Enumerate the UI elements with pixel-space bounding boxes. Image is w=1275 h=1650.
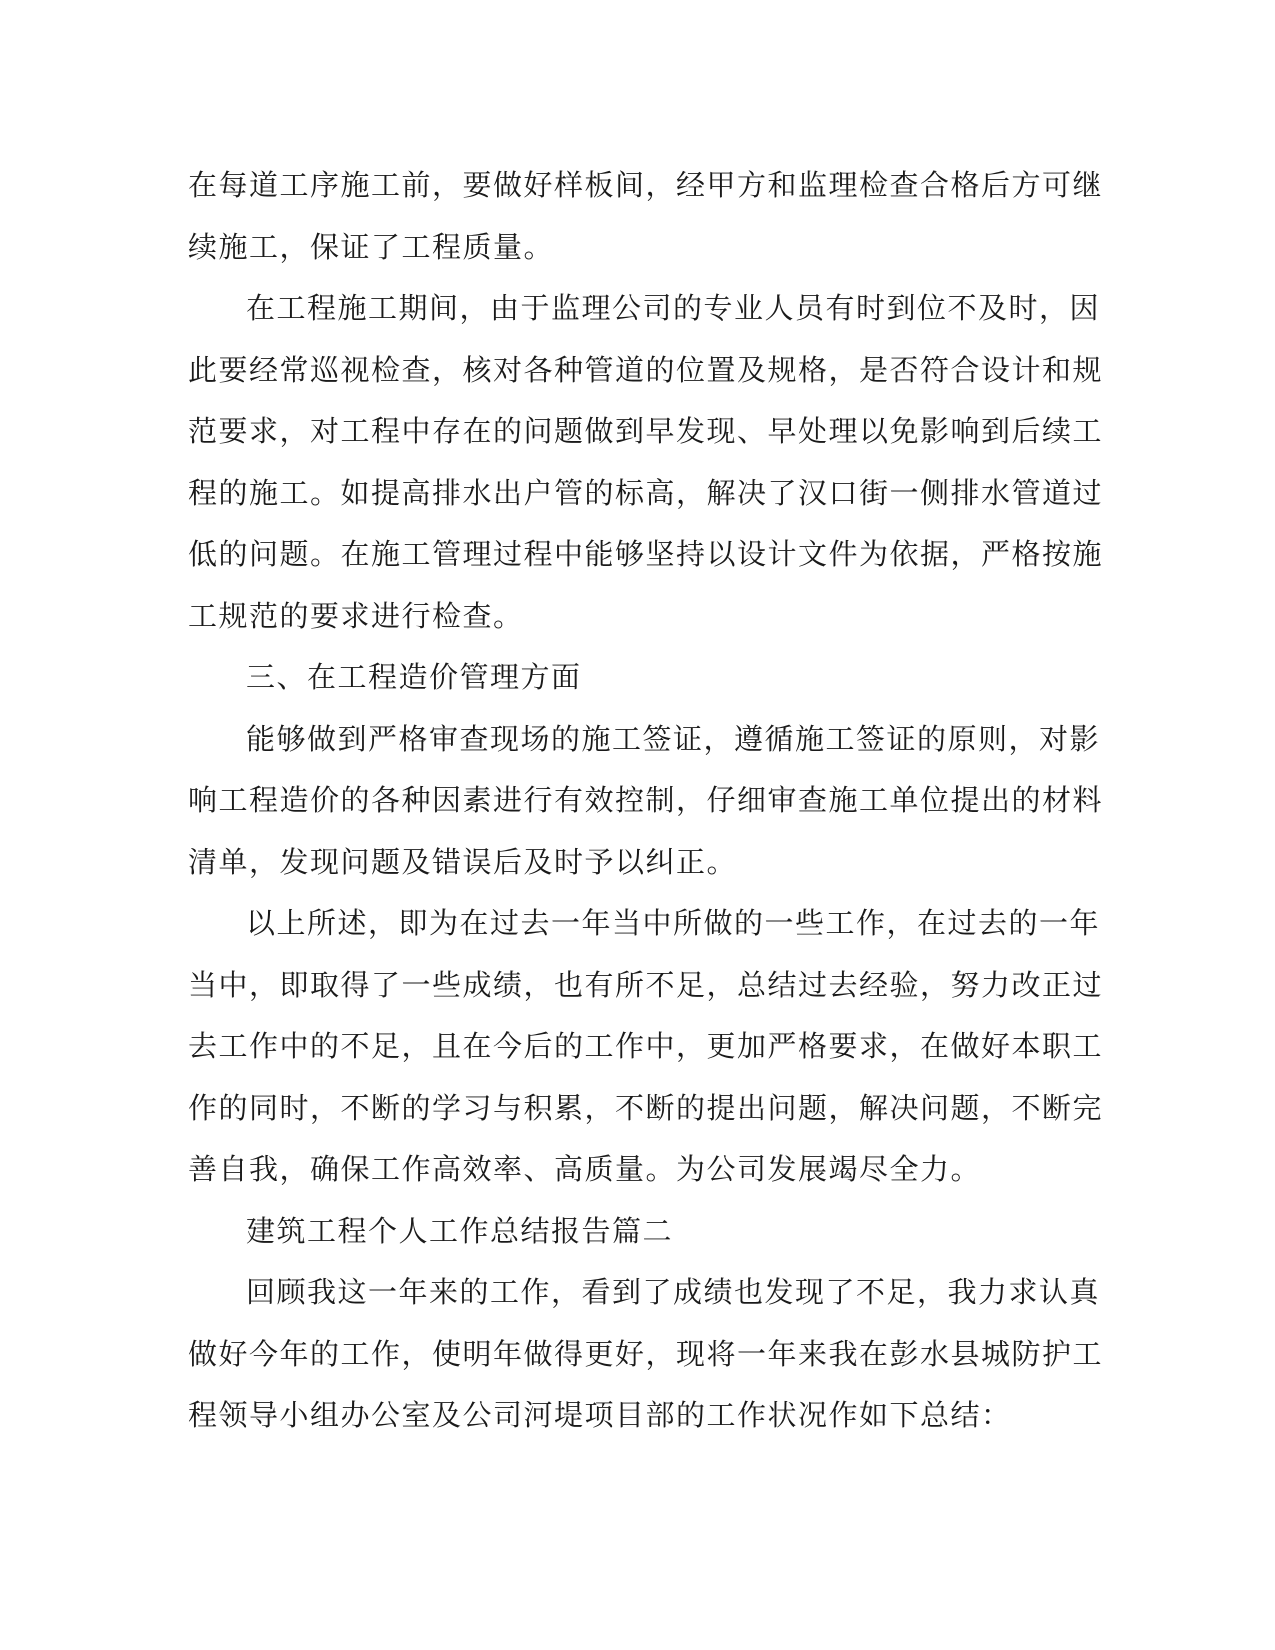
- section-heading: [188, 1201, 1088, 1263]
- text-line: 低的问题。在施工管理过程中能够坚持以设计文件为依据，严格按施: [188, 537, 1104, 571]
- text-line: 回顾我这一年来的工作，看到了成绩也发现了不足，我力求认真: [246, 1275, 1101, 1309]
- text-line: 响工程造价的各种因素进行有效控制，仔细审查施工单位提出的材料: [188, 783, 1104, 817]
- paragraph: [188, 1262, 1104, 1447]
- document-body: [188, 155, 1104, 1447]
- text-line: 建筑工程个人工作总结报告篇二: [246, 1213, 674, 1248]
- paragraph: [188, 709, 1104, 894]
- text-line: 去工作中的不足，且在今后的工作中，更加严格要求，在做好本职工: [188, 1029, 1104, 1063]
- text-line: 工规范的要求进行检查。: [188, 598, 524, 633]
- paragraph: [188, 155, 1104, 278]
- paragraph: [188, 278, 1104, 647]
- text-line: 此要经常巡视检查，核对各种管道的位置及规格，是否符合设计和规: [188, 352, 1104, 387]
- text-line: 善自我，确保工作高效率、高质量。为公司发展竭尽全力。: [188, 1152, 982, 1186]
- text-line: 能够做到严格审查现场的施工签证，遵循施工签证的原则，对影: [246, 721, 1101, 756]
- text-line: 在工程施工期间，由于监理公司的专业人员有时到位不及时，因: [246, 291, 1101, 325]
- text-line: 程的施工。如提高排水出户管的标高，解决了汉口街一侧排水管道过: [188, 475, 1104, 510]
- text-line: 范要求，对工程中存在的问题做到早发现、早处理以免影响到后续工: [188, 414, 1104, 448]
- text-line: 三、在工程造价管理方面: [246, 660, 582, 694]
- text-line: 以上所述，即为在过去一年当中所做的一些工作，在过去的一年: [246, 906, 1101, 940]
- text-line: 在每道工序施工前，要做好样板间，经甲方和监理检查合格后方可继: [188, 168, 1104, 202]
- text-line: 程领导小组办公室及公司河堤项目部的工作状况作如下总结：: [188, 1398, 1012, 1432]
- text-line: 作的同时，不断的学习与积累，不断的提出问题，解决问题，不断完: [188, 1090, 1104, 1125]
- paragraph: [188, 893, 1104, 1201]
- text-line: 当中，即取得了一些成绩，也有所不足，总结过去经验，努力改正过: [188, 967, 1104, 1002]
- section-heading: [188, 647, 1088, 709]
- text-line: 续施工，保证了工程质量。: [188, 229, 555, 264]
- text-line: 做好今年的工作，使明年做得更好，现将一年来我在彭水县城防护工: [188, 1336, 1104, 1371]
- text-line: 清单，发现问题及错误后及时予以纠正。: [188, 844, 738, 879]
